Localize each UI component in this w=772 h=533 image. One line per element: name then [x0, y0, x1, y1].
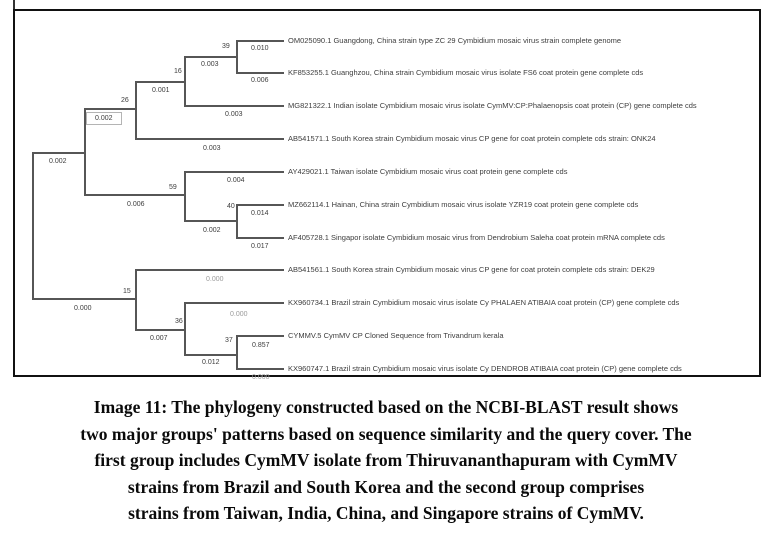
bootstrap-value-label: 40: [227, 203, 235, 210]
branch-line-horizontal: [136, 138, 284, 140]
branch-length-label: 0.000: [230, 311, 248, 318]
branch-length-label: 0.002: [49, 158, 67, 165]
taxon-label: MZ662114.1 Hainan, China strain Cymbidium mosaic virus isolate YZR19 coat protein gene complete cds: [288, 200, 639, 209]
branch-line-horizontal: [237, 335, 284, 337]
branch-length-label: 0.003: [203, 145, 221, 152]
branch-line-horizontal: [185, 220, 237, 222]
taxon-label: AB541571.1 South Korea strain Cymbidium mosaic virus CP gene for coat protein complete cds strain: ONK24: [288, 134, 656, 143]
branch-line-vertical: [184, 56, 186, 107]
bootstrap-value-label: 37: [225, 337, 233, 344]
branch-length-label: 0.012: [202, 359, 220, 366]
bootstrap-value-label: 15: [123, 288, 131, 295]
branch-line-horizontal: [185, 105, 284, 107]
branch-line-vertical: [135, 81, 137, 140]
bootstrap-value-label: 59: [169, 184, 177, 191]
taxon-label: MG821322.1 Indian isolate Cymbidium mosaic virus isolate CymMV:CP:Phalaenopsis coat protein (CP) gene complete cds: [288, 101, 697, 110]
branch-length-label: 0.002: [203, 227, 221, 234]
branch-length-label: 0.004: [227, 177, 245, 184]
caption-line: strains from Brazil and South Korea and the second group comprises: [127, 476, 645, 497]
branch-length-label: 0.002: [86, 112, 122, 125]
branch-line-vertical: [135, 269, 137, 331]
bootstrap-value-label: 16: [174, 68, 182, 75]
branch-line-horizontal: [85, 108, 136, 110]
branch-line-horizontal: [136, 329, 185, 331]
caption-line: two major groups' patterns based on sequence similarity and the query cover. The: [80, 423, 692, 444]
caption-line: Image 11: The phylogeny constructed based on the NCBI-BLAST result shows: [93, 397, 679, 417]
taxon-label: AY429021.1 Taiwan isolate Cymbidium mosaic virus coat protein gene complete cds: [288, 167, 568, 176]
branch-line-horizontal: [185, 354, 237, 356]
branch-line-horizontal: [33, 298, 136, 300]
branch-line-vertical: [184, 302, 186, 356]
branch-length-label: 0.001: [152, 87, 170, 94]
taxon-label: OM025090.1 Guangdong, China strain type ZC 29 Cymbidium mosaic virus strain complete genome: [288, 36, 622, 45]
taxon-label: KX960747.1 Brazil strain Cymbidium mosaic virus isolate Cy DENDROB ATIBAIA coat protein (CP) gene complete cds: [288, 364, 682, 373]
taxon-label: KX960734.1 Brazil strain Cymbidium mosaic virus isolate Cy PHALAEN ATIBAIA coat protein (CP) gene complete cds: [288, 298, 680, 307]
branch-line-horizontal: [185, 302, 284, 304]
taxon-label: CYMMV.5 CymMV CP Cloned Sequence from Trivandrum kerala: [288, 331, 504, 340]
branch-length-label: 0.003: [225, 111, 243, 118]
branch-length-label: 0.000: [206, 276, 224, 283]
bootstrap-value-label: 26: [121, 97, 129, 104]
branch-line-horizontal: [185, 171, 284, 173]
branch-length-label: 0.000: [252, 374, 270, 381]
branch-line-vertical: [84, 108, 86, 196]
caption-line: strains from Taiwan, India, China, and Singapore strains of CymMV.: [128, 503, 644, 523]
edge-tick-artifact: [13, 0, 15, 9]
branch-length-label: 0.014: [251, 210, 269, 217]
branch-line-horizontal: [237, 40, 284, 42]
taxon-label: AF405728.1 Singapor isolate Cymbidium mosaic virus from Dendrobium Saleha coat protein mRNA complete cds: [288, 233, 665, 242]
branch-length-label: 0.010: [251, 45, 269, 52]
branch-length-label: 0.006: [127, 201, 145, 208]
caption-line: first group includes CymMV isolate from Thiruvananthapuram with CymMV: [94, 450, 678, 470]
branch-line-horizontal: [185, 56, 237, 58]
branch-line-vertical: [236, 335, 238, 370]
branch-length-label: 0.006: [251, 77, 269, 84]
branch-line-horizontal: [237, 368, 284, 370]
branch-length-label: 0.007: [150, 335, 168, 342]
figure-caption: [0, 394, 772, 527]
tree-border-box: [13, 9, 761, 377]
bootstrap-value-label: 36: [175, 318, 183, 325]
branch-length-label: 0.857: [252, 342, 270, 349]
branch-line-horizontal: [33, 152, 85, 154]
branch-line-horizontal: [136, 269, 284, 271]
taxon-label: KF853255.1 Guanghzou, China strain Cymbidium mosaic virus isolate FS6 coat protein gene complete cds: [288, 68, 644, 77]
branch-line-vertical: [32, 152, 34, 300]
branch-length-label: 0.000: [74, 305, 92, 312]
branch-line-horizontal: [85, 194, 185, 196]
branch-line-horizontal: [237, 237, 284, 239]
branch-line-horizontal: [237, 204, 284, 206]
branch-line-horizontal: [237, 72, 284, 74]
branch-line-horizontal: [136, 81, 185, 83]
branch-line-vertical: [236, 40, 238, 74]
branch-length-label: 0.017: [251, 243, 269, 250]
branch-line-vertical: [184, 171, 186, 222]
taxon-label: AB541561.1 South Korea strain Cymbidium mosaic virus CP gene for coat protein complete cds strain: DEK29: [288, 265, 655, 274]
branch-length-label: 0.003: [201, 61, 219, 68]
branch-line-vertical: [236, 204, 238, 239]
bootstrap-value-label: 39: [222, 43, 230, 50]
